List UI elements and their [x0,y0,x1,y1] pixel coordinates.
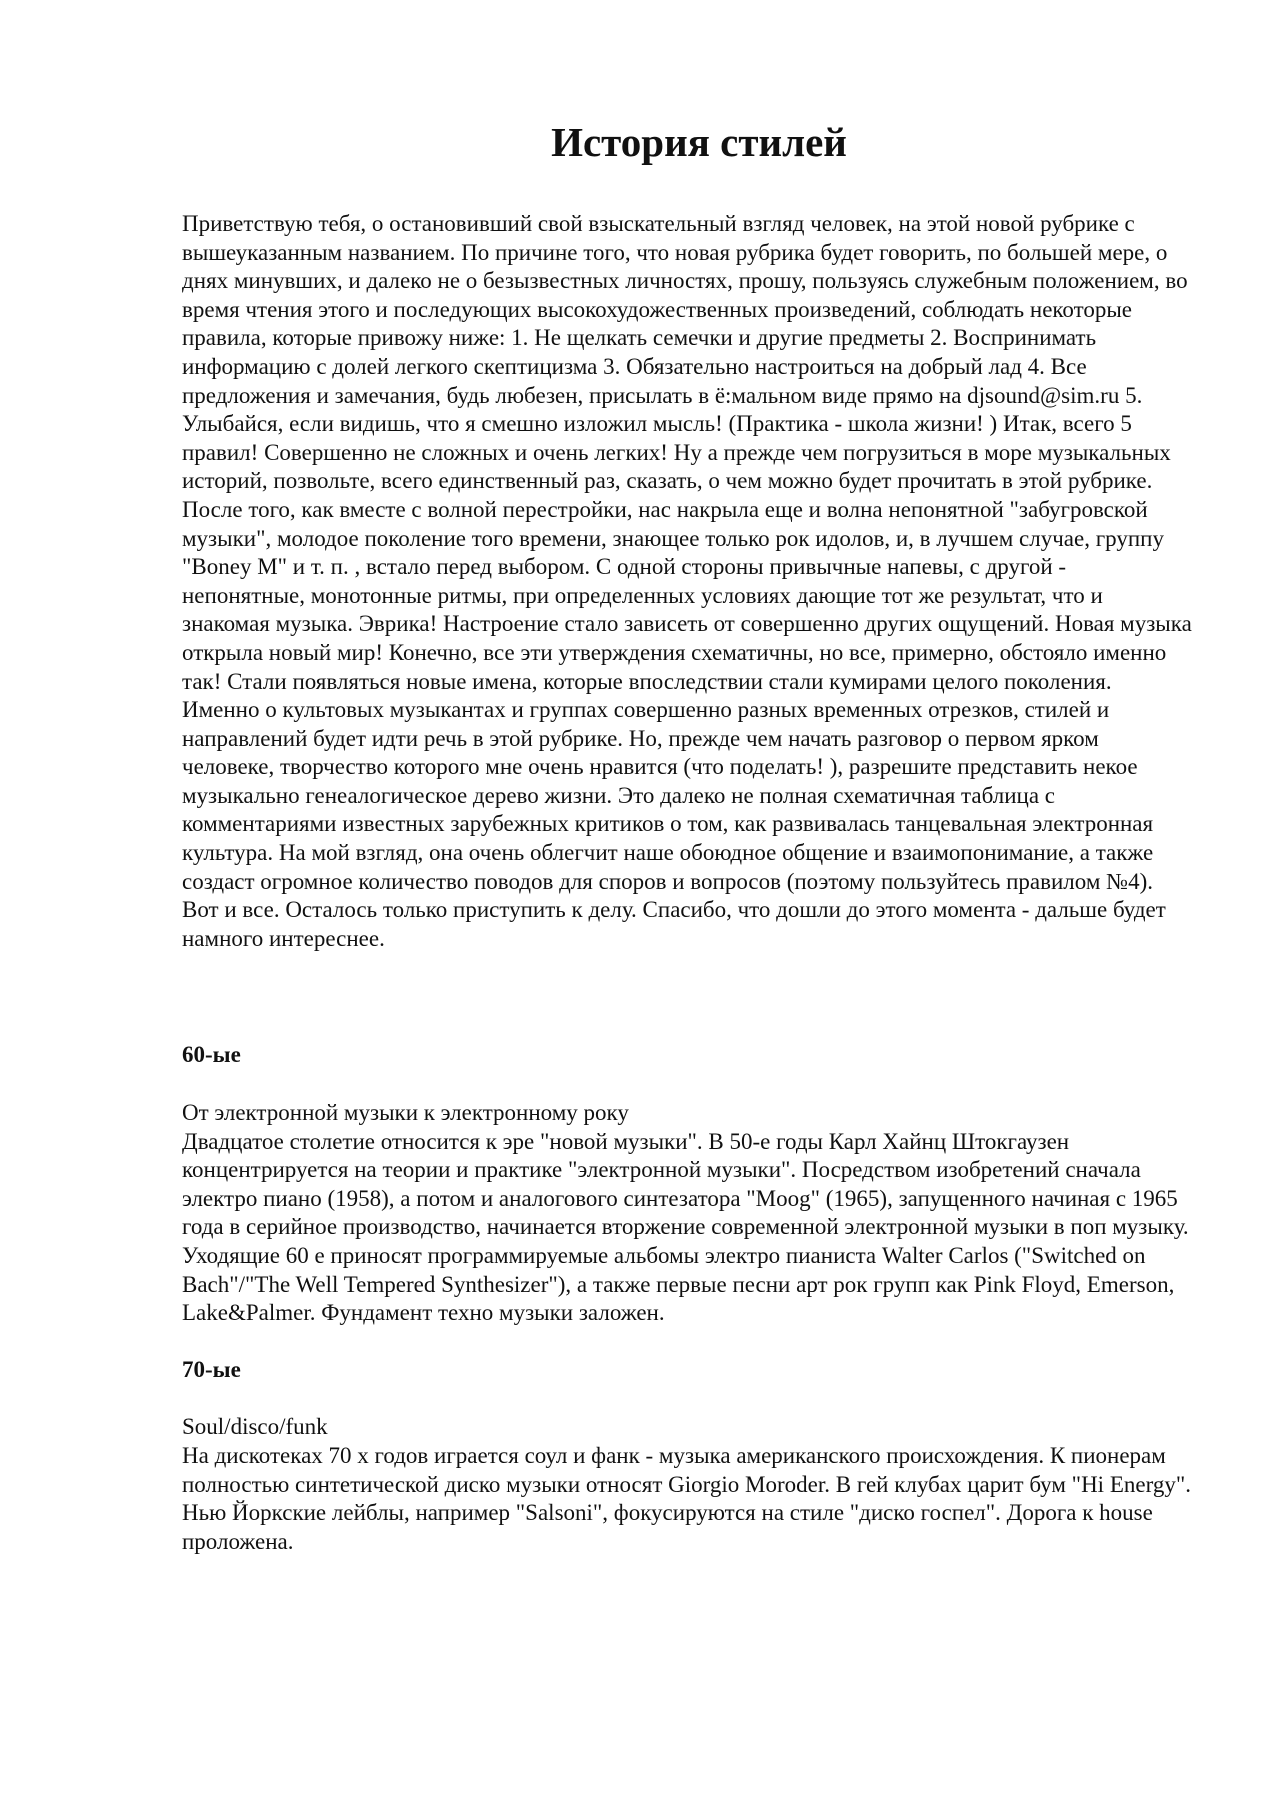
document-title: История стилей [551,119,847,165]
document-page [182,118,1192,1584]
spacer [182,1384,1192,1413]
section-70s [182,1356,1192,1557]
intro-paragraph: Приветствую тебя, о остановивший свой взыскательный взгляд человек, на этой новой рубрике с вышеуказанным названием. По причине того, что новая рубрика будет говорить, по большей мере, о днях минувших, и далеко не о безызвестных личностях, прошу, пользуясь служебным положением, во время чтения этого и последующих высокохудожественных произведений, соблюдать некоторые правила, которые привожу ниже: 1. Не щелкать семечки и другие предметы 2. Воспринимать информацию с долей легкого скептицизма 3. Обязательно настроиться на добрый лад 4. Все предложения и замечания, будь любезен, присылать в ё:мальном виде прямо на djsound@sim.ru 5. Улыбайся, если видишь, что я смешно изложил мысль! (Практика - школа жизни! ) Итак, всего 5 правил! Совершенно не сложных и очень легких! Ну а прежде чем погрузиться в море музыкальных историй, позвольте, всего единственный раз, сказать, о чем можно будет прочитать в этой рубрике. После того, как вместе с волной перестройки, нас накрыла еще и волна непонятной "забугровской музыки", молодое поколение того времени, знающее только рок идолов, и, в лучшем случае, группу "Boney M" и т. п. , встало перед выбором. С одной стороны привычные напевы, с другой - непонятные, монотонные ритмы, при определенных условиях дающие тот же результат, что и знакомая музыка. Эврика! Настроение стало зависеть от совершенно других ощущений. Новая музыка открыла новый мир! Конечно, все эти утверждения схематичны, но все, примерно, обстояло именно так! Стали появляться новые имена, которые впоследствии стали кумирами целого поколения. Именно о культовых музыкантах и группах совершенно разных временных отрезков, стилей и направлений будет идти речь в этой рубрике. Но, прежде чем начать разговор о первом ярком человеке, творчество которого мне очень нравится (что поделать! ), разрешите представить некое музыкально генеалогическое дерево жизни. Это далеко не полная схематичная таблица с комментариями известных зарубежных критиков о том, как развивалась танцевальная электронная культура. На мой взгляд, она очень облегчит наше обоюдное общение и взаимопонимание, а также создаст огромное количество поводов для споров и вопросов (поэтому пользуйтесь правилом №4). Вот и все. Осталось только приступить к делу. Спасибо, что дошли до этого момента - дальше будет намного интереснее. [182,211,1192,951]
section-body: На дискотеках 70 х годов играется соул и фанк - музыка американского происхождения. К пионерам полностью синтетической диско музыки относят Giorgio Moroder. В гей клубах царит бум "Hi Energy". Нью Йоркские лейблы, например "Salsoni", фокусируются на стиле "диско госпел". Дорога к house проложена. [182,1442,1191,1554]
section-60s [182,1041,1192,1327]
section-body: Двадцатое столетие относится к эре "новой музыки". В 50-е годы Карл Хайнц Штокгаузен концентрируется на теории и практике "электронной музыки". Посредством изобретений сначала электро пиано (1958), а потом и аналогового синтезатора "Moog" (1965), запущенного начиная с 1965 года в серийное производство, начинается вторжение современной электронной музыки в поп музыку. Уходящие 60 е приносят программируемые альбомы электро пианиста Walter Carlos ("Switched on Bach"/"The Well Tempered Synthesizer"), а также первые песни арт рок групп как Pink Floyd, Emerson, Lake&Palmer. Фундамент техно музыки заложен. [182,1128,1189,1326]
section-subtitle: Soul/disco/funk [182,1414,328,1440]
spacer [182,953,1192,1041]
section-heading: 70-ые [182,1356,241,1382]
section-heading: 60-ые [182,1042,241,1068]
section-subtitle: От электронной музыки к электронному року [182,1100,629,1126]
spacer [182,1070,1192,1099]
